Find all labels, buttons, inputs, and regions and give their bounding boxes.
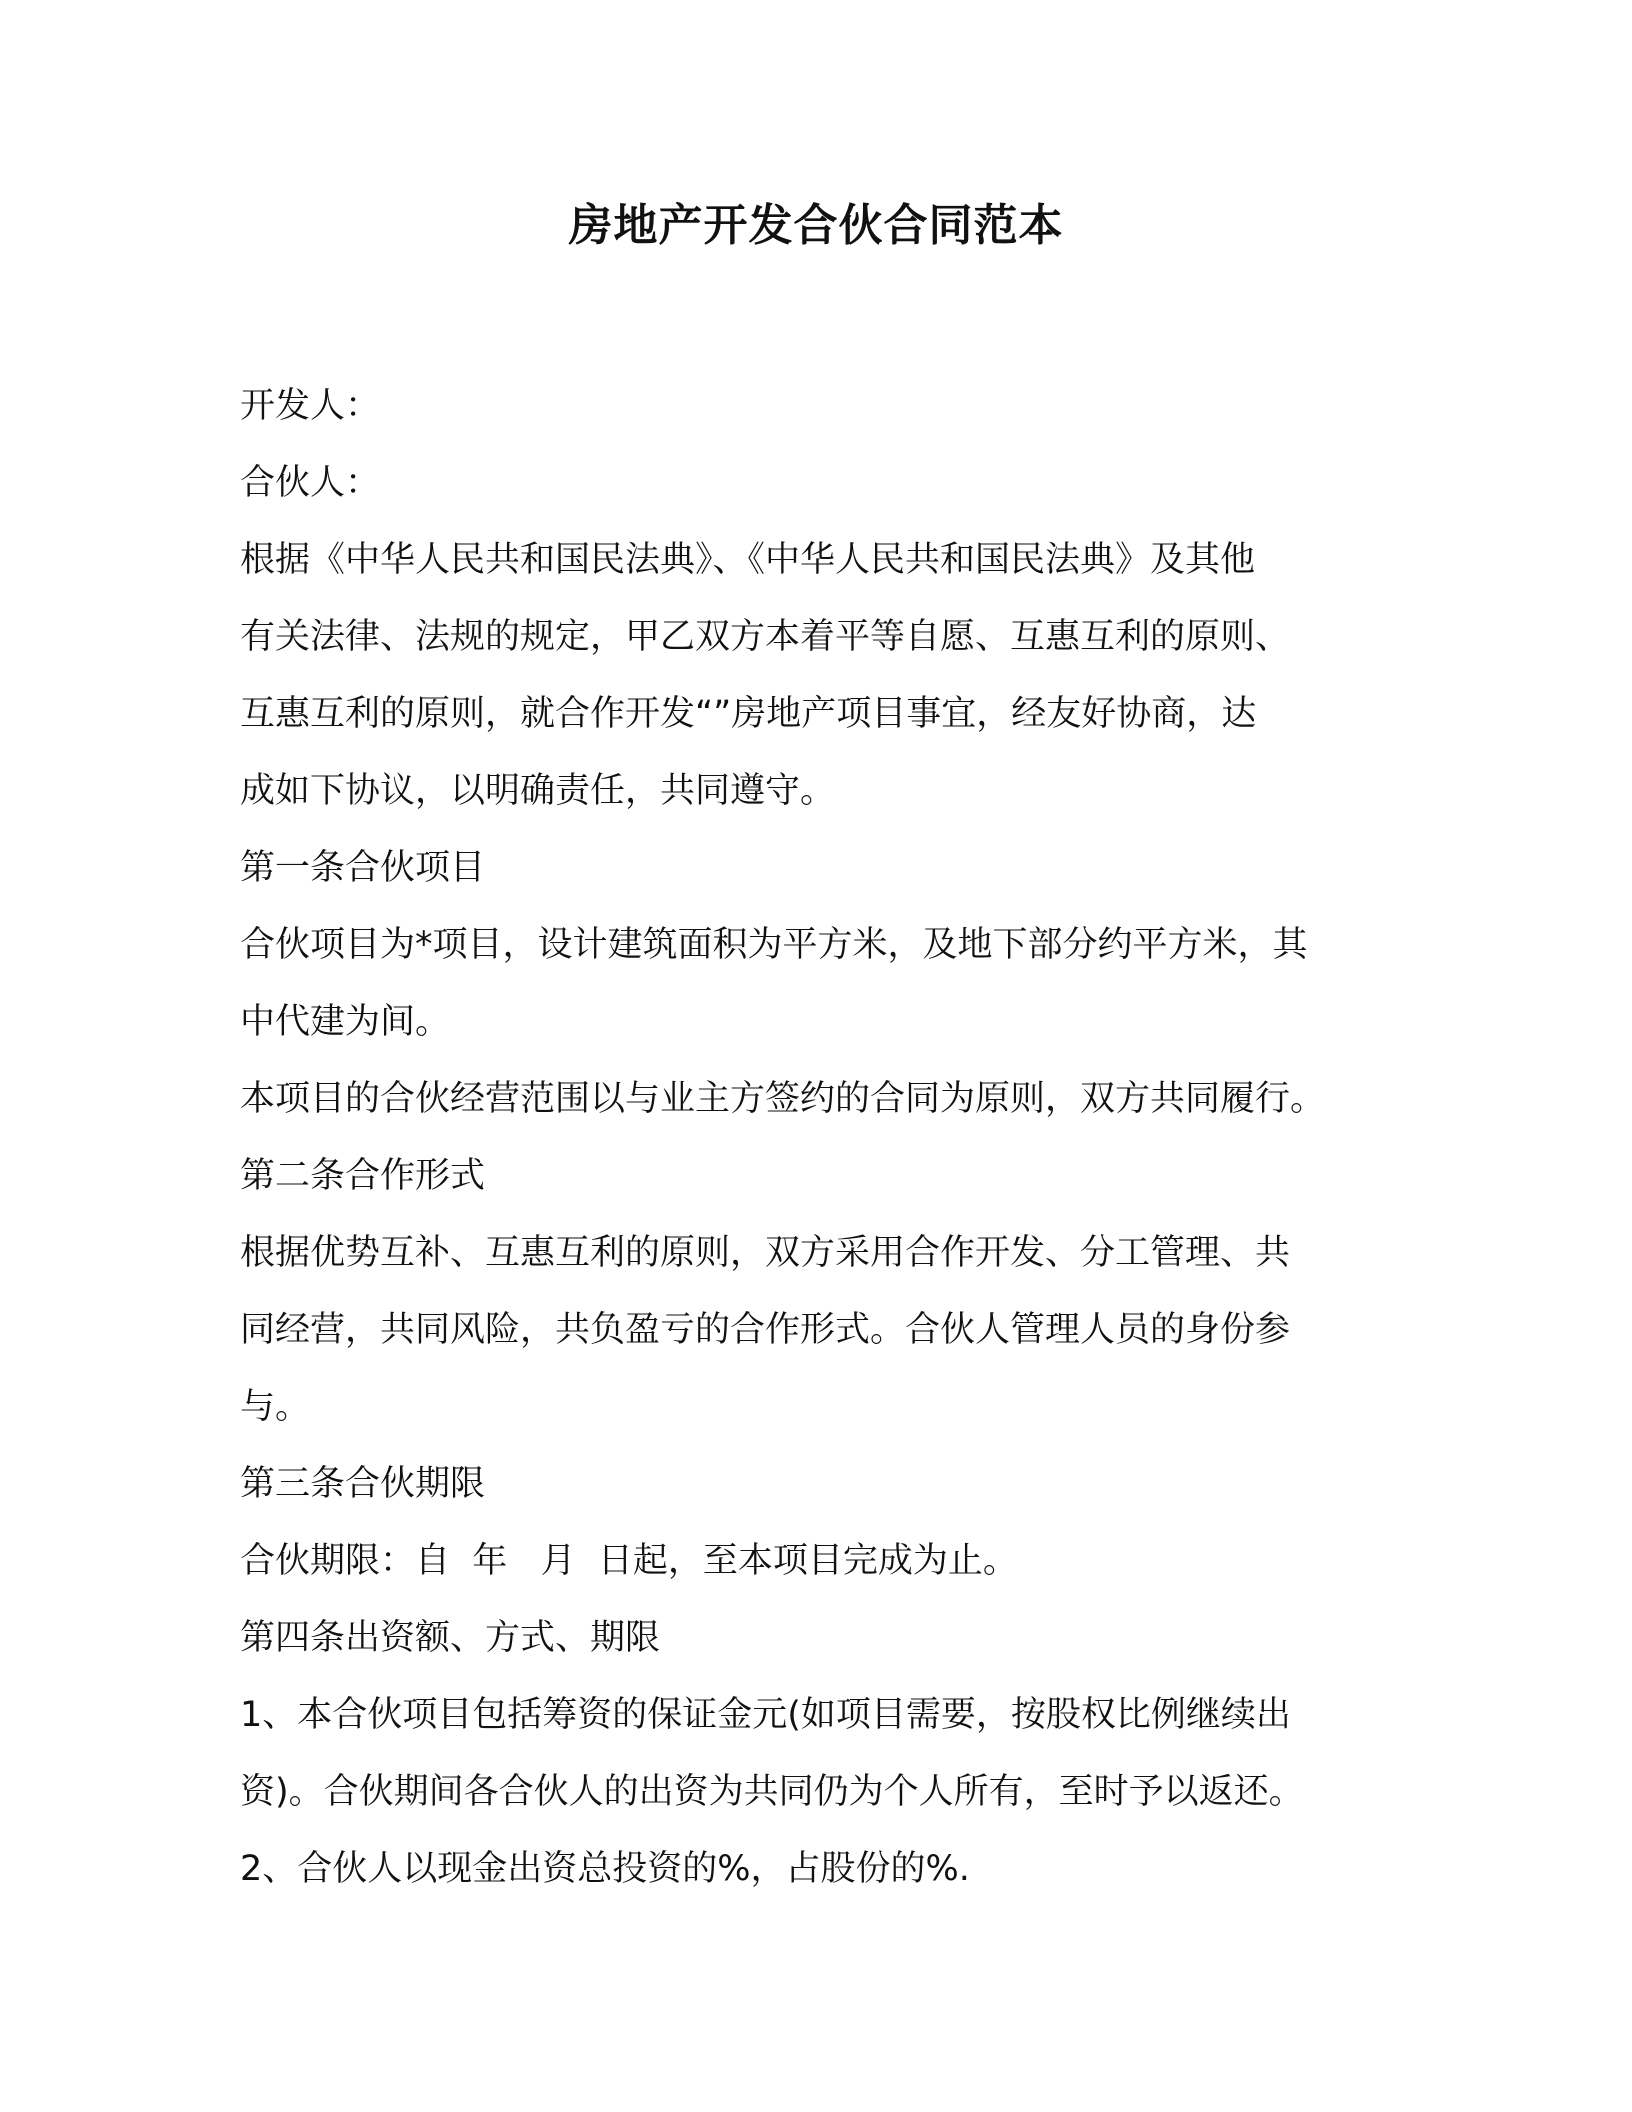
document-body: [240, 368, 1390, 1908]
article-4-item-1-cont: 资)。合伙期间各合伙人的出资为共同仍为个人所有，至时予以返还。: [240, 1772, 1304, 1812]
article-2-text: 与。: [240, 1387, 311, 1427]
article-3-text: 合伙期限：自 年 月 日起，至本项目完成为止。: [240, 1541, 1018, 1581]
article-4-item-2: 2、合伙人以现金出资总投资的%，占股份的%.: [240, 1849, 970, 1889]
preamble-line: 成如下协议，以明确责任，共同遵守。: [240, 771, 836, 811]
article-1-text: 合伙项目为*项目，设计建筑面积为平方米，及地下部分约平方米，其: [240, 925, 1308, 965]
article-4-heading: 第四条出资额、方式、期限: [240, 1618, 661, 1658]
article-2-text: 同经营，共同风险，共负盈亏的合作形式。合伙人管理人员的身份参: [240, 1310, 1291, 1350]
preamble-line: 互惠互利的原则，就合作开发“”房地产项目事宜，经友好协商，达: [240, 694, 1257, 734]
article-1-text: 本项目的合伙经营范围以与业主方签约的合同为原则，双方共同履行。: [240, 1079, 1326, 1119]
developer-line: 开发人：: [240, 386, 381, 426]
article-2-heading: 第二条合作形式: [240, 1156, 486, 1196]
partner-line: 合伙人：: [240, 463, 381, 503]
article-1-heading: 第一条合伙项目: [240, 848, 486, 888]
article-1-text: 中代建为间。: [240, 1002, 451, 1042]
document-title: 房地产开发合伙合同范本: [568, 200, 1064, 251]
article-4-item-1: 1、本合伙项目包括筹资的保证金元(如项目需要，按股权比例继续出: [240, 1695, 1291, 1735]
preamble-line: 有关法律、法规的规定，甲乙双方本着平等自愿、互惠互利的原则、: [240, 617, 1291, 657]
article-2-text: 根据优势互补、互惠互利的原则，双方采用合作开发、分工管理、共: [240, 1233, 1291, 1273]
article-3-heading: 第三条合伙期限: [240, 1464, 486, 1504]
preamble-line: 根据《中华人民共和国民法典》、《中华人民共和国民法典》及其他: [240, 540, 1256, 580]
